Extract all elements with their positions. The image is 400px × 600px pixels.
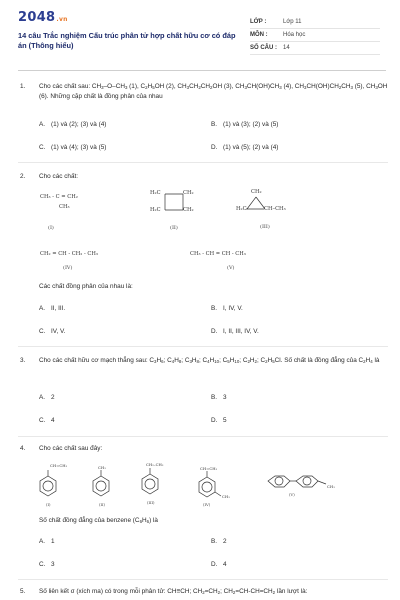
structure-3-caption: (III) [260,224,270,230]
question-1-text: Cho các chất sau: $CH_3-O-CH_3$ (1), $C_2H_5OH$ (2), $CH_3CH_2CH_2OH$ (3), $CH_3CH(OH)CH_3$ (4), $CH_3CH(OH)CH_2CH_3$ (5), $CH_3OH$ (6). Những cặp chất là đồng phân của nhau [39,83,388,100]
structure-2-br: CH₂ [183,207,194,213]
q2-option-a[interactable]: A. II, III. [39,305,66,312]
q1-option-d[interactable]: D. (1) và (5); (2) và (4) [211,144,279,151]
question-2-prompt: Các chất đồng phân của nhau là: [39,283,133,290]
structure-3-right: CH–CH₃ [264,206,286,212]
question-3-text: Cho các chất hữu cơ mạch thẳng sau: $C_3H_6$; $C_4H_8$; $C_3H_8$; $C_4H_{10}$; $C_5H_{10}$; $C_2H_2$; $C_2H_5Cl$. Số chất là đồng đẳng của $C_2H_4$ là [39,357,380,364]
q2-option-c[interactable]: C. IV, V. [39,328,66,335]
q1-option-b[interactable]: B. (1) và (3); (2) và (5) [211,121,279,128]
ring-5-label: CH₃ [327,484,335,489]
question-5: 5. Số liên kết σ (xích ma) có trong mỗi phân tử: CH≡CH; $CH_2=CH_2$; $CH_2=CH-CH=CH_2$ lần lượt là: [18,587,388,597]
q3-option-a[interactable]: A. 2 [39,394,55,401]
q3-option-b[interactable]: B. 3 [211,394,227,401]
ring-1-caption: (I) [46,502,51,507]
question-3: 3. Cho các chất hữu cơ mạch thẳng sau: $C_3H_6$; $C_4H_8$; $C_3H_8$; $C_4H_{10}$; $C_5H_{10}$; $C_2H_2$; $C_2H_5Cl$. Số chất là đồng đẳng của $C_2H_4$ là [18,356,388,366]
ring-2-caption: (II) [99,502,105,507]
q4-option-d[interactable]: D. 4 [211,561,227,568]
q4-option-c[interactable]: C. 3 [39,561,55,568]
structure-5: CH₃ - CH = CH - CH₃ [190,251,246,257]
divider [18,579,388,580]
structure-2-tl: H₂C [150,190,161,196]
structure-2-bl: H₂C [150,207,161,213]
structure-1-caption: (I) [48,225,54,231]
q4-option-b[interactable]: B. 2 [211,538,227,545]
meta-grade: LỚP : Lớp 11 [250,16,380,29]
question-2: 2. Cho các chất: [20,173,79,180]
structure-3-left: H₂C [236,206,247,212]
ring-4-sub-label: CH₃ [222,494,230,499]
ring-3-label: CH₂–CH₃ [146,462,164,467]
question-1: 1. Cho các chất sau: $CH_3-O-CH_3$ (1), $C_2H_5OH$ (2), $CH_3CH_2CH_2OH$ (3), $CH_3CH(OH)CH_3$ (4), $CH_3CH(OH)CH_2CH_3$ (5), $CH_3OH$ (6). Những cặp chất là đồng phân của nhau [20,83,388,100]
q2-option-b[interactable]: B. I, IV, V. [211,305,243,312]
structure-2-caption: (II) [170,225,178,231]
ring-1-label: CH=CH₂ [50,463,68,468]
q3-option-d[interactable]: D. 5 [211,417,227,424]
structure-1: CH₃ - C = CH₂ [40,194,78,200]
structure-4: CH₂ = CH - CH₂ - CH₃ [40,251,98,257]
q1-option-a[interactable]: A. (1) và (2); (3) và (4) [39,121,107,128]
structure-3-top: CH₂ [251,189,262,195]
meta-count: SỐ CÂU : 14 [250,42,380,55]
structure-2-tr: CH₂ [183,190,194,196]
structure-5-caption: (V) [227,265,235,271]
question-5-text: Số liên kết σ (xích ma) có trong mỗi phân tử: CH≡CH; $CH_2=CH_2$; $CH_2=CH-CH=CH_2$ lần lượt là: [39,588,308,595]
q2-option-d[interactable]: D. I, II, III, IV, V. [211,328,259,335]
question-4: 4. Cho các chất sau đây: [20,445,103,452]
question-4-prompt: Số chất đồng đẳng của benzene $(C_6H_6)$ là [39,517,158,524]
structure-4-caption: (IV) [63,265,73,271]
site-logo[interactable]: 2048.vn [18,10,68,25]
q4-option-a[interactable]: A. 1 [39,538,55,545]
ring-2-label: CH₃ [98,465,106,470]
ring-4-caption: (IV) [203,502,211,507]
ring-4-label: CH=CH₂ [200,466,218,471]
ring-3-caption: (III) [147,500,155,505]
structure-1-branch: CH₃ [59,204,70,210]
page-title: 14 câu Trắc nghiệm Cấu trúc phân tử hợp chất hữu cơ có đáp án (Thông hiểu) [18,31,236,50]
ring-5-caption: (V) [289,492,295,497]
q3-option-c[interactable]: C. 4 [39,417,55,424]
q1-option-c[interactable]: C. (1) và (4); (3) và (5) [39,144,107,151]
meta-subject: MÔN : Hóa học [250,29,380,42]
